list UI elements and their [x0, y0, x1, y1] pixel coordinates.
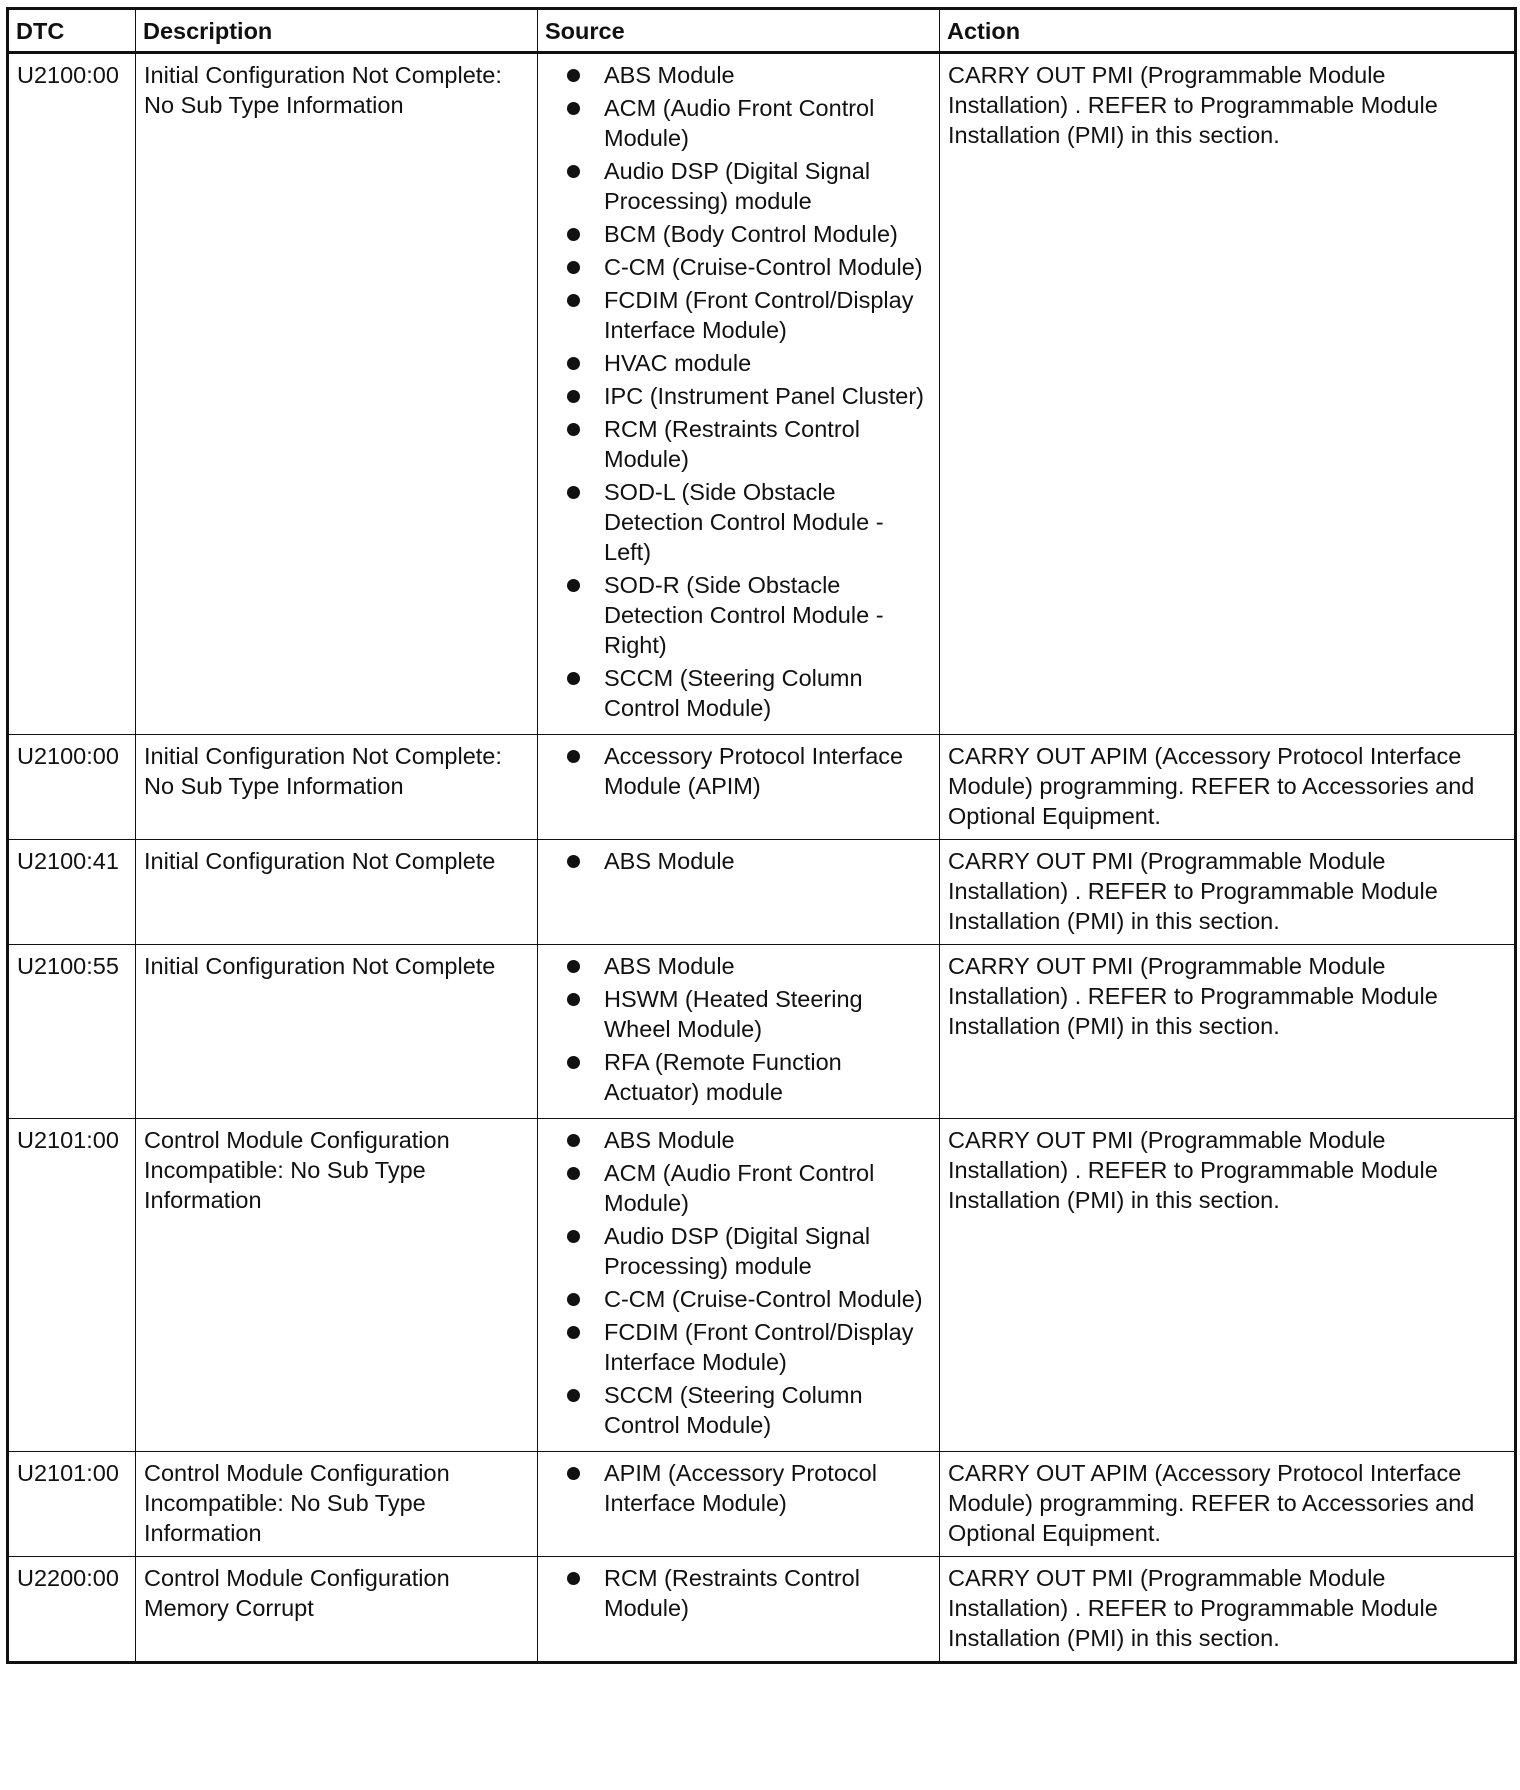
source-list — [546, 951, 931, 1107]
source-module-name: RCM (Restraints Control Module) — [604, 416, 860, 472]
dtc-description: Control Module Configuration Incompatible: No Sub Type Information — [136, 1119, 538, 1452]
header-row — [8, 9, 1516, 53]
bullet-dot-icon — [567, 1326, 580, 1339]
source-list-item — [546, 984, 931, 1044]
bullet-dot-icon — [567, 1167, 580, 1180]
source-module-name: RCM (Restraints Control Module) — [604, 1565, 860, 1621]
source-list-item — [546, 252, 931, 282]
bullet-dot-icon — [567, 672, 580, 685]
source-list-item — [546, 348, 931, 378]
source-list-item — [546, 570, 931, 660]
source-module-name: SCCM (Steering Column Control Module) — [604, 1382, 863, 1438]
source-module-name: C-CM (Cruise-Control Module) — [604, 1286, 923, 1312]
source-list-item — [546, 156, 931, 216]
source-list-item — [546, 1284, 931, 1314]
source-list-item — [546, 1221, 931, 1281]
bullet-dot-icon — [567, 228, 580, 241]
source-module-name: ABS Module — [604, 953, 735, 979]
bullet-dot-icon — [567, 579, 580, 592]
source-module-name: ABS Module — [604, 62, 735, 88]
source-list — [546, 1458, 931, 1518]
dtc-source-cell — [538, 945, 940, 1119]
dtc-source-cell — [538, 1557, 940, 1663]
bullet-dot-icon — [567, 1230, 580, 1243]
source-module-name: SOD-L (Side Obstacle Detection Control Module - Left) — [604, 479, 884, 565]
source-module-name: SCCM (Steering Column Control Module) — [604, 665, 863, 721]
table-row — [8, 1119, 1516, 1452]
dtc-code: U2200:00 — [8, 1557, 136, 1663]
dtc-code: U2101:00 — [8, 1452, 136, 1557]
source-module-name: IPC (Instrument Panel Cluster) — [604, 383, 924, 409]
table-row — [8, 735, 1516, 840]
bullet-dot-icon — [567, 1134, 580, 1147]
source-module-name: RFA (Remote Function Actuator) module — [604, 1049, 842, 1105]
dtc-description: Initial Configuration Not Complete: No Sub Type Information — [136, 53, 538, 735]
dtc-description: Initial Configuration Not Complete — [136, 840, 538, 945]
header-description: Description — [136, 9, 538, 53]
dtc-action: CARRY OUT PMI (Programmable Module Installation) . REFER to Programmable Module Installation (PMI) in this section. — [940, 945, 1516, 1119]
source-module-name: FCDIM (Front Control/Display Interface Module) — [604, 287, 914, 343]
bullet-dot-icon — [567, 960, 580, 973]
source-module-name: SOD-R (Side Obstacle Detection Control Module - Right) — [604, 572, 884, 658]
dtc-action: CARRY OUT APIM (Accessory Protocol Interface Module) programming. REFER to Accessories and Optional Equipment. — [940, 735, 1516, 840]
bullet-dot-icon — [567, 1572, 580, 1585]
dtc-action: CARRY OUT PMI (Programmable Module Installation) . REFER to Programmable Module Installation (PMI) in this section. — [940, 1557, 1516, 1663]
dtc-source-cell — [538, 840, 940, 945]
source-module-name: ABS Module — [604, 1127, 735, 1153]
dtc-description: Control Module Configuration Incompatible: No Sub Type Information — [136, 1452, 538, 1557]
source-module-name: APIM (Accessory Protocol Interface Module) — [604, 1460, 877, 1516]
table-row — [8, 53, 1516, 735]
dtc-table — [6, 7, 1517, 1664]
source-list — [546, 60, 931, 723]
source-list — [546, 1563, 931, 1623]
bullet-dot-icon — [567, 855, 580, 868]
bullet-dot-icon — [567, 993, 580, 1006]
bullet-dot-icon — [567, 1389, 580, 1402]
table-row — [8, 840, 1516, 945]
source-list-item — [546, 1317, 931, 1377]
dtc-description: Initial Configuration Not Complete — [136, 945, 538, 1119]
source-list — [546, 846, 931, 876]
bullet-dot-icon — [567, 390, 580, 403]
source-module-name: BCM (Body Control Module) — [604, 221, 898, 247]
source-module-name: ACM (Audio Front Control Module) — [604, 1160, 875, 1216]
table-row — [8, 1452, 1516, 1557]
bullet-dot-icon — [567, 294, 580, 307]
source-list-item — [546, 1158, 931, 1218]
dtc-source-cell — [538, 735, 940, 840]
source-list-item — [546, 219, 931, 249]
source-module-name: ABS Module — [604, 848, 735, 874]
header-dtc: DTC — [8, 9, 136, 53]
bullet-dot-icon — [567, 750, 580, 763]
header-action: Action — [940, 9, 1516, 53]
source-list-item — [546, 60, 931, 90]
source-list — [546, 741, 931, 801]
source-module-name: Audio DSP (Digital Signal Processing) module — [604, 1223, 871, 1279]
source-list-item — [546, 414, 931, 474]
source-list-item — [546, 477, 931, 567]
bullet-dot-icon — [567, 165, 580, 178]
source-list-item — [546, 1380, 931, 1440]
source-module-name: C-CM (Cruise-Control Module) — [604, 254, 923, 280]
source-list-item — [546, 951, 931, 981]
source-module-name: HVAC module — [604, 350, 752, 376]
source-list — [546, 1125, 931, 1440]
source-module-name: Accessory Protocol Interface Module (APIM) — [604, 743, 904, 799]
dtc-description: Control Module Configuration Memory Corrupt — [136, 1557, 538, 1663]
source-list-item — [546, 381, 931, 411]
bullet-dot-icon — [567, 423, 580, 436]
bullet-dot-icon — [567, 357, 580, 370]
source-module-name: ACM (Audio Front Control Module) — [604, 95, 875, 151]
dtc-code: U2100:41 — [8, 840, 136, 945]
bullet-dot-icon — [567, 1293, 580, 1306]
dtc-action: CARRY OUT PMI (Programmable Module Installation) . REFER to Programmable Module Installation (PMI) in this section. — [940, 1119, 1516, 1452]
source-module-name: FCDIM (Front Control/Display Interface Module) — [604, 1319, 914, 1375]
dtc-source-cell — [538, 1452, 940, 1557]
dtc-code: U2101:00 — [8, 1119, 136, 1452]
dtc-code: U2100:55 — [8, 945, 136, 1119]
dtc-action: CARRY OUT PMI (Programmable Module Installation) . REFER to Programmable Module Installation (PMI) in this section. — [940, 840, 1516, 945]
source-list-item — [546, 93, 931, 153]
dtc-source-cell — [538, 53, 940, 735]
table-header — [8, 9, 1516, 53]
source-module-name: HSWM (Heated Steering Wheel Module) — [604, 986, 863, 1042]
source-list-item — [546, 663, 931, 723]
dtc-action: CARRY OUT APIM (Accessory Protocol Interface Module) programming. REFER to Accessories and Optional Equipment. — [940, 1452, 1516, 1557]
source-list-item — [546, 1047, 931, 1107]
source-module-name: Audio DSP (Digital Signal Processing) module — [604, 158, 871, 214]
table-body — [8, 53, 1516, 1663]
bullet-dot-icon — [567, 102, 580, 115]
source-list-item — [546, 1563, 931, 1623]
source-list-item — [546, 846, 931, 876]
table-row — [8, 945, 1516, 1119]
bullet-dot-icon — [567, 1056, 580, 1069]
dtc-action: CARRY OUT PMI (Programmable Module Installation) . REFER to Programmable Module Installation (PMI) in this section. — [940, 53, 1516, 735]
dtc-code: U2100:00 — [8, 53, 136, 735]
dtc-source-cell — [538, 1119, 940, 1452]
dtc-description: Initial Configuration Not Complete: No Sub Type Information — [136, 735, 538, 840]
bullet-dot-icon — [567, 261, 580, 274]
source-list-item — [546, 741, 931, 801]
header-source: Source — [538, 9, 940, 53]
bullet-dot-icon — [567, 69, 580, 82]
source-list-item — [546, 1458, 931, 1518]
source-list-item — [546, 1125, 931, 1155]
dtc-table-sheet — [6, 7, 1514, 1664]
table-row — [8, 1557, 1516, 1663]
bullet-dot-icon — [567, 1467, 580, 1480]
source-list-item — [546, 285, 931, 345]
dtc-code: U2100:00 — [8, 735, 136, 840]
bullet-dot-icon — [567, 486, 580, 499]
